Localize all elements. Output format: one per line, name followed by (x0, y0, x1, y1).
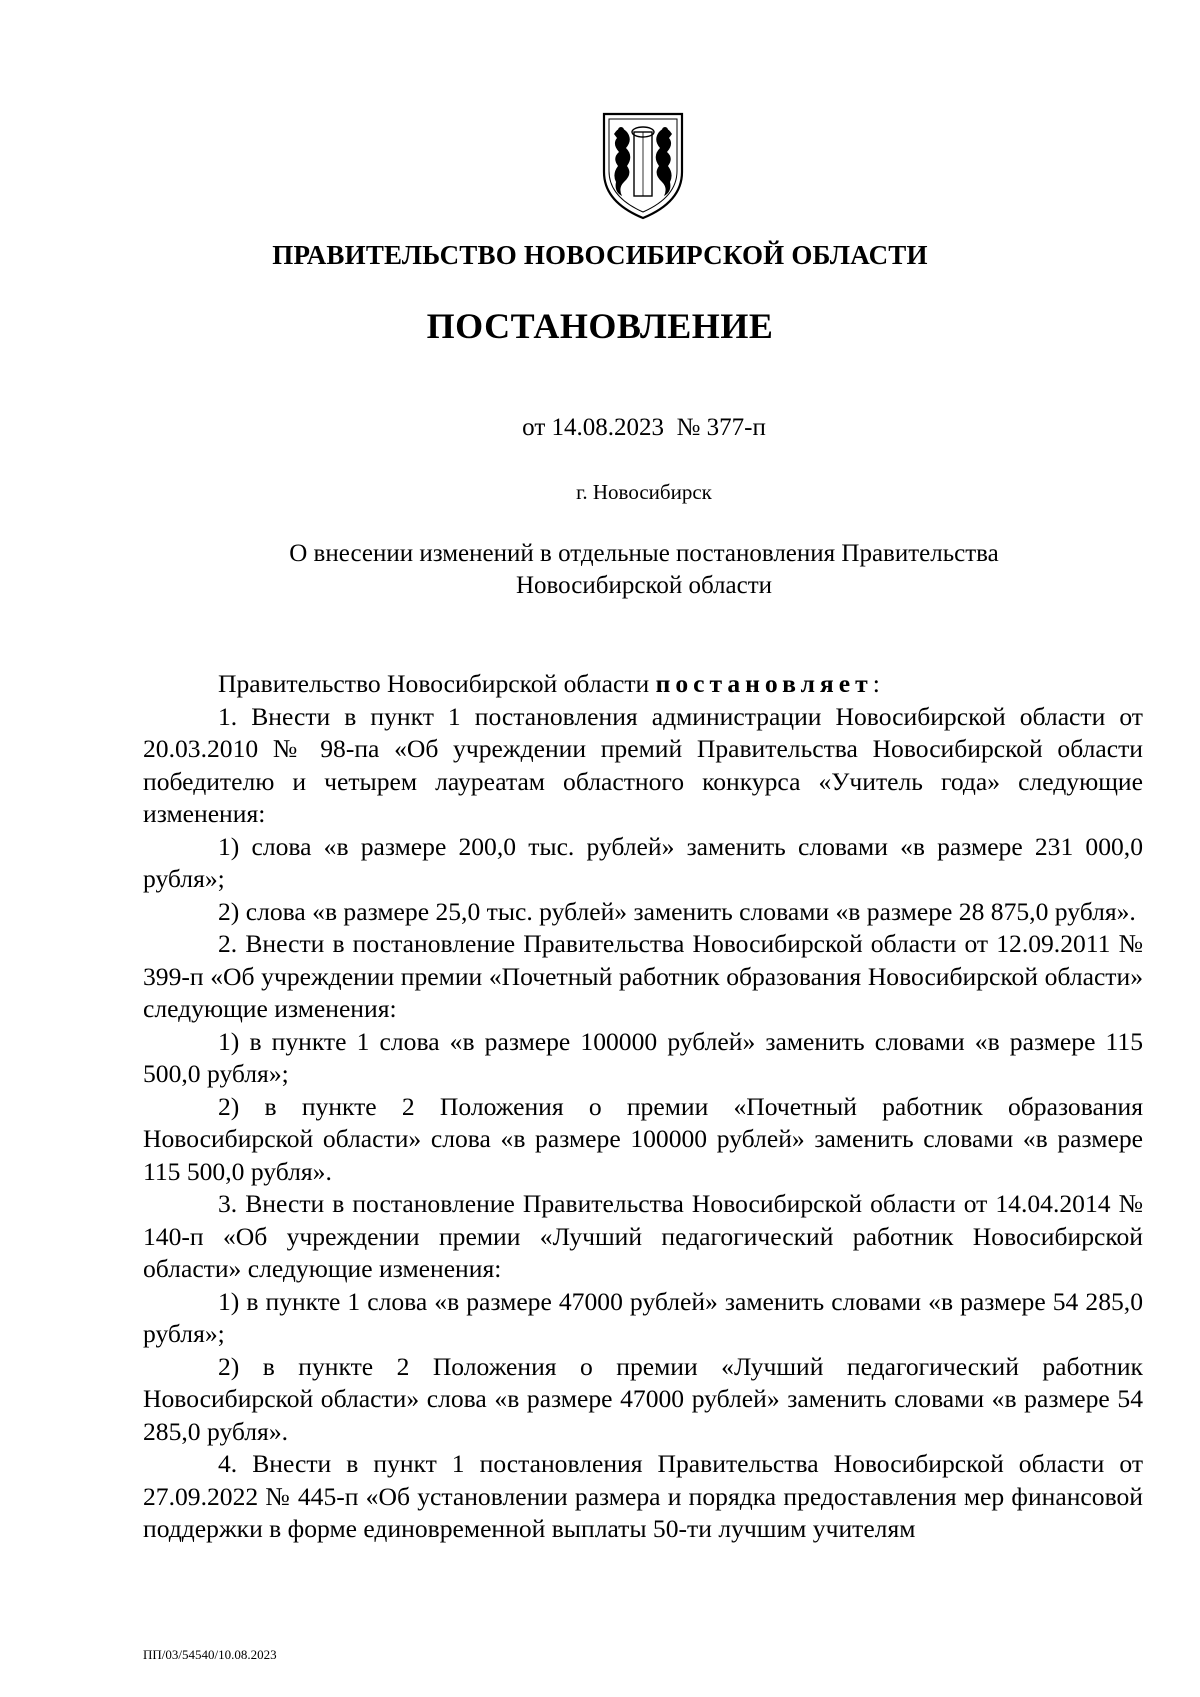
document-date-number (0, 414, 1200, 442)
document-body (143, 668, 1143, 1546)
resolution-word: постановляет (655, 669, 873, 698)
subject-line-2: Новосибирской области (515, 572, 773, 599)
document-type: ПОСТАНОВЛЕНИЕ (426, 306, 774, 346)
paragraph: 2) слова «в размере 25,0 тыс. рублей» заменить словами «в размере 28 875,0 рубля». (218, 896, 1136, 926)
document-city: г. Новосибирск (576, 480, 712, 504)
document-number: № 377-п (676, 414, 766, 441)
paragraph: 3. Внести в постановление Правительства Новосибирской области от 14.04.2014 № 140-п «Об учреждении премии «Лучший педагогический работник Новосибирской области» следующие изменения: (143, 1189, 1143, 1283)
paragraph: 2) в пункте 2 Положения о премии «Почетный работник образования Новосибирской области» слова «в размере 100000 рублей» заменить словами «в размере 115 500,0 рубля». (143, 1091, 1143, 1186)
paragraph: 2. Внести в постановление Правительства Новосибирской области от 12.09.2011 № 399-п «Об учреждении премии «Почетный работник образования Новосибирской области» следующие изменения: (143, 929, 1143, 1023)
government-title: ПРАВИТЕЛЬСТВО НОВОСИБИРСКОЙ ОБЛАСТИ (272, 240, 928, 270)
coat-of-arms-icon (600, 110, 686, 222)
subject-line-1: О внесении изменений в отдельные постановления Правительства (289, 540, 999, 567)
paragraph: 1) в пункте 1 слова «в размере 47000 рублей» заменить словами «в размере 54 285,0 рубля»; (143, 1286, 1143, 1348)
intro-paragraph: Правительство Новосибирской области постановляет: (218, 669, 880, 698)
paragraph: 2) в пункте 2 Положения о премии «Лучший педагогический работник Новосибирской области» слова «в размере 47000 рублей» заменить словами «в размере 54 285,0 рубля». (143, 1351, 1143, 1446)
paragraph: 1) в пункте 1 слова «в размере 100000 рублей» заменить словами «в размере 115 500,0 рубля»; (143, 1026, 1143, 1088)
document-date: от 14.08.2023 (522, 414, 665, 441)
paragraph: 4. Внести в пункт 1 постановления Правительства Новосибирской области от 27.09.2022 № 445-п «Об установлении размера и порядка предоставления мер финансовой поддержки в форме единовременной выплаты 50-ти лучшим учителям (143, 1449, 1143, 1543)
paragraph: 1) слова «в размере 200,0 тыс. рублей» заменить словами «в размере 231 000,0 рубля»; (143, 831, 1143, 893)
document-subject (0, 538, 1200, 602)
footer-code: ПП/03/54540/10.08.2023 (143, 1647, 277, 1662)
paragraph: 1. Внести в пункт 1 постановления администрации Новосибирской области от 20.03.2010 № 98-па «Об учреждении премий Правительства Новосибирской области победителю и четырем лауреатам областного конкурса «Учитель года» следующие изменения: (143, 701, 1143, 828)
